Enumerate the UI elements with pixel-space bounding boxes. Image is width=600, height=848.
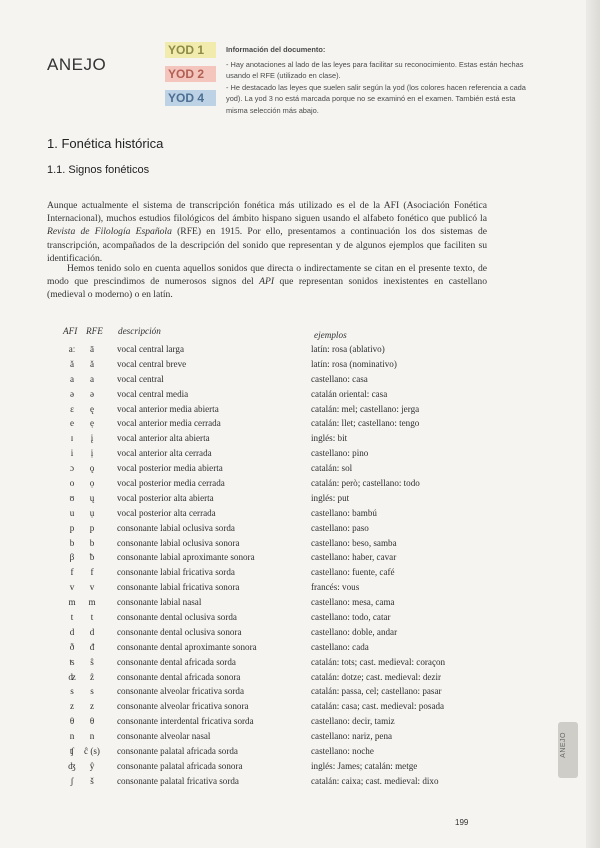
sound-description: consonante palatal africada sorda [117, 746, 238, 757]
yod1-legend: YOD 1 [165, 42, 216, 58]
example: catalán: passa, cel; castellano: pasar [311, 686, 442, 697]
afi-symbol: d [69, 626, 75, 637]
table-row [0, 744, 600, 759]
sound-description: consonante dental oclusiva sorda [117, 612, 237, 623]
example: latín: rosa (ablativo) [311, 344, 385, 354]
rfe-symbol: s [90, 686, 94, 697]
example: castellano: beso, samba [311, 537, 397, 548]
table-row [0, 476, 600, 491]
table-row [0, 402, 600, 417]
table-row [0, 729, 600, 744]
example: latín: rosa (nominativo) [311, 358, 397, 369]
afi-symbol: ʤ [68, 760, 76, 771]
afi-symbol: ʣ [68, 671, 76, 682]
rfe-symbol: v [89, 582, 95, 593]
rfe-symbol: į [90, 433, 94, 444]
afi-symbol: t [70, 612, 74, 623]
sound-description: consonante alveolar nasal [117, 731, 211, 742]
afi-symbol: ʃ [70, 775, 74, 786]
rfe-symbol: m [88, 597, 96, 608]
scope-paragraph [47, 262, 487, 302]
table-row [0, 536, 600, 551]
sound-description: consonante labial fricativa sorda [117, 567, 235, 578]
col-header-desc: descripción [118, 326, 161, 336]
afi-symbol: z [69, 701, 75, 712]
info-title: Información del documento: [226, 45, 326, 54]
example: castellano: casa [311, 373, 368, 384]
example: castellano: noche [311, 746, 374, 757]
scope-text-a: Hemos tenido solo en cuenta aquellos sonidos que directa o indirectamente se citan en el presente texto, de modo que prescindimos de numerosos signos del [47, 263, 487, 288]
sound-description: consonante dental oclusiva sonora [117, 626, 242, 637]
example: castellano: bambú [311, 507, 377, 518]
example: castellano: cada [311, 641, 369, 652]
table-row [0, 610, 600, 625]
sound-description: consonante labial fricativa sonora [117, 582, 240, 593]
example: castellano: mesa, cama [311, 597, 395, 608]
rfe-symbol: ų [89, 492, 95, 503]
section-heading: 1. Fonética histórica [47, 136, 164, 151]
rfe-symbol: d [89, 626, 95, 637]
afi-symbol: ə [69, 388, 75, 399]
rfe-symbol: ə [89, 388, 95, 399]
table-row [0, 699, 600, 714]
example: catalán: però; castellano: todo [311, 478, 420, 489]
example: castellano: nariz, pena [311, 731, 393, 742]
example: inglés: bit [311, 433, 348, 444]
side-tab [558, 722, 578, 778]
table-row [0, 357, 600, 372]
table-row [0, 521, 600, 536]
col-header-afi: AFI [63, 326, 78, 336]
rfe-symbol: n [89, 731, 95, 742]
sound-description: vocal central breve [117, 358, 187, 369]
rfe-symbol: ọ [89, 478, 95, 489]
rfe-symbol: ị [90, 448, 94, 459]
table-row [0, 595, 600, 610]
intro-text-a: Aunque actualmente el sistema de transcripción fonética más utilizado es el de la AFI (Asociación Fonética Internacional), muchos estudios filológicos del ámbito hispano siguen usando el alfabeto fonético que publicó la [47, 200, 487, 225]
document-info-note [226, 44, 526, 117]
phonetic-table [0, 342, 600, 789]
rfe-symbol: ă [89, 358, 95, 369]
rfe-symbol: š [90, 775, 94, 786]
afi-symbol: ʊ [69, 492, 75, 503]
example: catalán: tots; cast. medieval: coraçon [311, 656, 446, 667]
afi-symbol: ă [69, 358, 75, 369]
sound-description: consonante labial oclusiva sonora [117, 537, 240, 548]
rfe-symbol: f [90, 567, 94, 578]
journal-name: Revista de Filología Española [47, 226, 172, 238]
sound-description: consonante dental africada sonora [117, 671, 241, 682]
sound-description: vocal central larga [117, 344, 184, 354]
sound-description: consonante alveolar fricativa sonora [117, 701, 249, 712]
example: castellano: todo, catar [311, 612, 391, 623]
table-row [0, 759, 600, 774]
afi-symbol: a [69, 373, 75, 384]
rfe-symbol: ę [89, 403, 95, 414]
example: inglés: James; catalán: metge [311, 760, 418, 771]
col-header-examples: ejemplos [314, 330, 347, 340]
yod4-legend: YOD 4 [165, 90, 216, 106]
afi-symbol: n [69, 731, 75, 742]
table-row [0, 342, 600, 357]
rfe-symbol: ẑ [89, 671, 95, 682]
afi-symbol: ð [69, 641, 75, 652]
intro-text-b: (RFE) en 1915. Por ello, presentamos a continuación los dos sistemas de transcripción, acompañados de la descripción del sonido que representan y de algunos ejemplos que faciliten su identificación. [47, 226, 487, 264]
rfe-symbol: t [90, 612, 94, 623]
example: castellano: doble, andar [311, 626, 398, 637]
table-row [0, 640, 600, 655]
sound-description: vocal anterior media cerrada [117, 418, 221, 429]
example: castellano: paso [311, 522, 369, 533]
example: castellano: haber, cavar [311, 552, 397, 563]
sound-description: consonante dental africada sorda [117, 656, 236, 667]
table-row [0, 461, 600, 476]
page-number: 199 [455, 818, 469, 827]
table-row [0, 550, 600, 565]
example: castellano: pino [311, 448, 369, 459]
afi-symbol: aː [68, 344, 76, 354]
rfe-symbol: θ [89, 716, 95, 727]
afi-symbol: e [69, 418, 75, 429]
afi-symbol: p [69, 522, 75, 533]
afi-symbol: u [69, 507, 75, 518]
afi-symbol: ɛ [70, 403, 74, 414]
afi-symbol: ʦ [69, 656, 75, 667]
rfe-symbol: ụ [89, 507, 95, 518]
example: inglés: put [311, 492, 350, 503]
table-row [0, 684, 600, 699]
info-line-2: - He destacado las leyes que suelen salir según la yod (los colores hacen referencia a cada yod). La yod 3 no está marcada porque no se examinó en el examen. También está esta misma selección más abajo. [226, 82, 526, 115]
sound-description: vocal central [117, 373, 164, 384]
sound-description: consonante interdental fricativa sorda [117, 716, 254, 727]
example: catalán: sol [311, 463, 353, 474]
afi-symbol: ʧ [69, 746, 75, 757]
example: castellano: decir, tamiz [311, 716, 395, 727]
table-row [0, 774, 600, 789]
table-row [0, 446, 600, 461]
afi-symbol: v [69, 582, 75, 593]
rfe-symbol: z [89, 701, 95, 712]
table-row [0, 670, 600, 685]
rfe-symbol: ā [89, 344, 95, 354]
example: catalán: casa; cast. medieval: posada [311, 701, 445, 712]
afi-symbol: b [69, 537, 75, 548]
example: castellano: fuente, café [311, 567, 395, 578]
example: catalán: caixa; cast. medieval: dixo [311, 775, 439, 786]
table-row [0, 714, 600, 729]
table-row [0, 506, 600, 521]
sound-description: vocal posterior media cerrada [117, 478, 225, 489]
rfe-symbol: p [89, 522, 95, 533]
col-header-rfe: RFE [86, 326, 103, 336]
table-row [0, 387, 600, 402]
sound-description: vocal posterior alta cerrada [117, 507, 216, 518]
table-row [0, 625, 600, 640]
afi-symbol: θ [69, 716, 75, 727]
sound-description: consonante labial aproximante sonora [117, 552, 255, 563]
sound-description: vocal anterior media abierta [117, 403, 219, 414]
intro-paragraph [47, 199, 487, 265]
rfe-symbol: ĉ (s) [84, 746, 100, 757]
rfe-symbol: đ [89, 641, 95, 652]
side-tab-label: ANEJO [560, 732, 567, 758]
sound-description: vocal anterior alta abierta [117, 433, 210, 444]
table-row [0, 655, 600, 670]
rfe-symbol: b [89, 537, 95, 548]
afi-symbol: i [70, 448, 74, 459]
rfe-symbol: a [89, 373, 95, 384]
afi-symbol: o [69, 478, 75, 489]
sound-description: vocal anterior alta cerrada [117, 448, 212, 459]
table-row [0, 565, 600, 580]
table-row [0, 431, 600, 446]
rfe-symbol: ẹ [89, 418, 95, 429]
rfe-symbol: ŝ [90, 656, 94, 667]
example: catalán: mel; castellano: jerga [311, 403, 420, 414]
afi-symbol: m [68, 597, 76, 608]
scope-text-b: que representan sonidos inexistentes en castellano (medieval o moderno) o en latín. [47, 276, 487, 301]
rfe-symbol: ƀ [89, 552, 95, 563]
table-row [0, 580, 600, 595]
rfe-symbol: ǫ [89, 463, 95, 474]
afi-symbol: s [70, 686, 74, 697]
sound-description: consonante palatal africada sonora [117, 760, 243, 771]
sound-description: consonante dental aproximante sonora [117, 641, 257, 652]
sound-description: consonante alveolar fricativa sorda [117, 686, 245, 697]
example: catalán: dotze; cast. medieval: dezir [311, 671, 442, 682]
afi-symbol: f [70, 567, 74, 578]
info-line-1: - Hay anotaciones al lado de las leyes para facilitar su reconocimiento. Estas están hechas usando el RFE (utilizado en clase). [226, 59, 524, 81]
afi-symbol: ɔ [69, 463, 75, 474]
afi-symbol: ɪ [70, 433, 74, 444]
yod2-legend: YOD 2 [165, 66, 216, 82]
sound-description: vocal central media [117, 388, 189, 399]
rfe-symbol: ŷ [89, 760, 95, 771]
subsection-heading: 1.1. Signos fonéticos [47, 164, 150, 176]
sound-description: vocal posterior alta abierta [117, 492, 214, 503]
chapter-title: ANEJO [47, 55, 107, 74]
example: catalán: llet; castellano: tengo [311, 418, 420, 429]
example: francés: vous [311, 582, 360, 593]
sound-description: consonante labial oclusiva sorda [117, 522, 235, 533]
table-row [0, 372, 600, 387]
sound-description: consonante palatal fricativa sorda [117, 775, 239, 786]
sound-description: consonante labial nasal [117, 597, 202, 608]
table-row [0, 491, 600, 506]
sound-description: vocal posterior media abierta [117, 463, 223, 474]
afi-symbol: β [69, 552, 75, 563]
example: catalán oriental: casa [311, 388, 388, 399]
api-abbrev: API [259, 276, 275, 288]
table-row [0, 416, 600, 431]
